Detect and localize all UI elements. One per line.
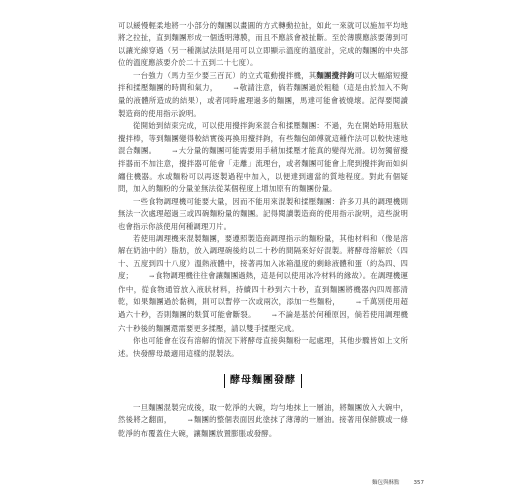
arrow-icon: →: [149, 273, 155, 281]
paragraph-text: 若使用調理機來混製麵團，要遵照製造商調理指示的麵粉量，其他材料和（像是溶解在奶油中的）脂肪，放入調理碗後約以二十秒的間隔來好好混製。將酵母溶解於（四十、五度到四十八度）溫熱液體中，接著再加入冰箱溫度的剩餘液體和蛋（約為四、四度；: [118, 233, 408, 281]
paragraph-text: 你也可能會在沒有溶解的情況下將酵母直接與麵粉一起處理，其他步驟皆如上文所述。快發酵母最適用這樣的混製法。: [118, 336, 408, 358]
paragraph-4: [118, 196, 408, 233]
paragraph-7: [118, 402, 408, 440]
paragraph-text: 可以大幅縮短攪拌和揉壓麵團的時間和氣力，: [118, 70, 408, 93]
body-text: [118, 20, 408, 440]
arrow-icon: →: [233, 85, 239, 93]
paragraph-1: [118, 20, 408, 70]
paragraph-text: 大分量的麵團可能需要用手稍加揉壓才能真的變得光滑。切勿獨留攪拌器而不加注意，攪拌器可能會「走離」流理台，或者麵團可能會上爬到攪拌鉤而如糾纏住機器。水或麵粉可以再逐製過程中加入，以便達到適當的質地程度。對此有個疑問，加入的麵粉的分量並無法從某個程度上增加原有的麵團份量。: [118, 146, 408, 194]
paragraph-5: [118, 233, 408, 335]
paragraph-text: 敬請注意，倘若麵團過於粗糙（這是由於加入不夠量的液體所造成的結果），或者同時處理過多的麵團，馬達可能會被燒壞。記得要閱讀製造商的使用指示說明。: [118, 83, 408, 118]
paragraph-text: 可以緩慢輕柔地將一小部分的麵團以畫圓的方式轉動拉扯，如此一來就可以施加平均地將之拉扯，直到麵團形成一個透明薄膜，而且不應該會被扯斷。至於薄膜應該要薄到可以讓光線穿過（另一種測試法則是用可以立即顯示溫度的溫度計，完成的麵團的中央部位的溫度應該要介於二十五到二十七度）。: [118, 21, 408, 68]
paragraph-text: 一旦麵團混製完成後，取一乾淨的大碗，均勻地抹上一層油，將麵團放入大碗中，然後將之翻面，: [118, 402, 408, 425]
paragraph-3: [118, 120, 408, 195]
section-heading: 酵母麵團發酵: [224, 374, 302, 388]
paragraph-text: 一些食物調理機可能要大量，因而不能用來混製和揉壓麵團：許多刀具的調理機則無法一次處理超過三或四碗麵粉量的麵團。記得閱讀製造商的使用指示說明，這些說明也會指示你該使用何種調理刀片。: [118, 196, 408, 231]
emphasis-text: 麵團攪拌鉤: [316, 70, 355, 80]
footer-section-title: 麵包與酥點: [371, 480, 400, 486]
arrow-icon: →: [187, 417, 193, 425]
page-footer: [358, 478, 424, 486]
arrow-icon: →: [355, 298, 362, 306]
paragraph-text: 食物調理機往往會讓麵團過熱，這是何以使用冰冷材料的緣故）。在調理機運作中，從食物通管放入液狀材料，持續四十秒到六十秒，直到麵團將機器內四周都清乾，如果麵團過於黏稠，則可以暫停一次或兩次，添加一些麵粉，: [118, 271, 408, 306]
paragraph-6: [118, 335, 408, 360]
paragraph-text: 千萬別使用超過六十秒，否則麵團的麩質可能會斷裂。: [118, 296, 409, 320]
paragraph-text: 麵團的整個表面因此塗抹了薄薄的一層油。接著用保鮮膜或一條乾淨的布覆蓋住大碗，讓麵團放置膨脹或發酵。: [118, 415, 408, 438]
arrow-icon: →: [271, 312, 277, 320]
paragraph-text: 一台強力（馬力至少要三百瓦）的立式電動攪拌機，其: [133, 70, 317, 80]
paragraph-text: 不論是基於何種原因，倘若使用調理機六十秒後的麵團還需要更多揉壓，請以雙手揉壓完成。: [118, 310, 408, 333]
page-number: 357: [413, 480, 424, 486]
paragraph-text: 從開始到結束完成，可以使用攪拌鉤來混合和揉壓麵團：不過，先在開始時用瓶狀攪拌棒，等到麵團變得較結實後再換用攪拌鉤，有些麵包師傅就這種作法可以較快速地混合麵團。: [118, 121, 408, 156]
arrow-icon: →: [172, 148, 178, 156]
paragraph-2: [118, 70, 408, 121]
